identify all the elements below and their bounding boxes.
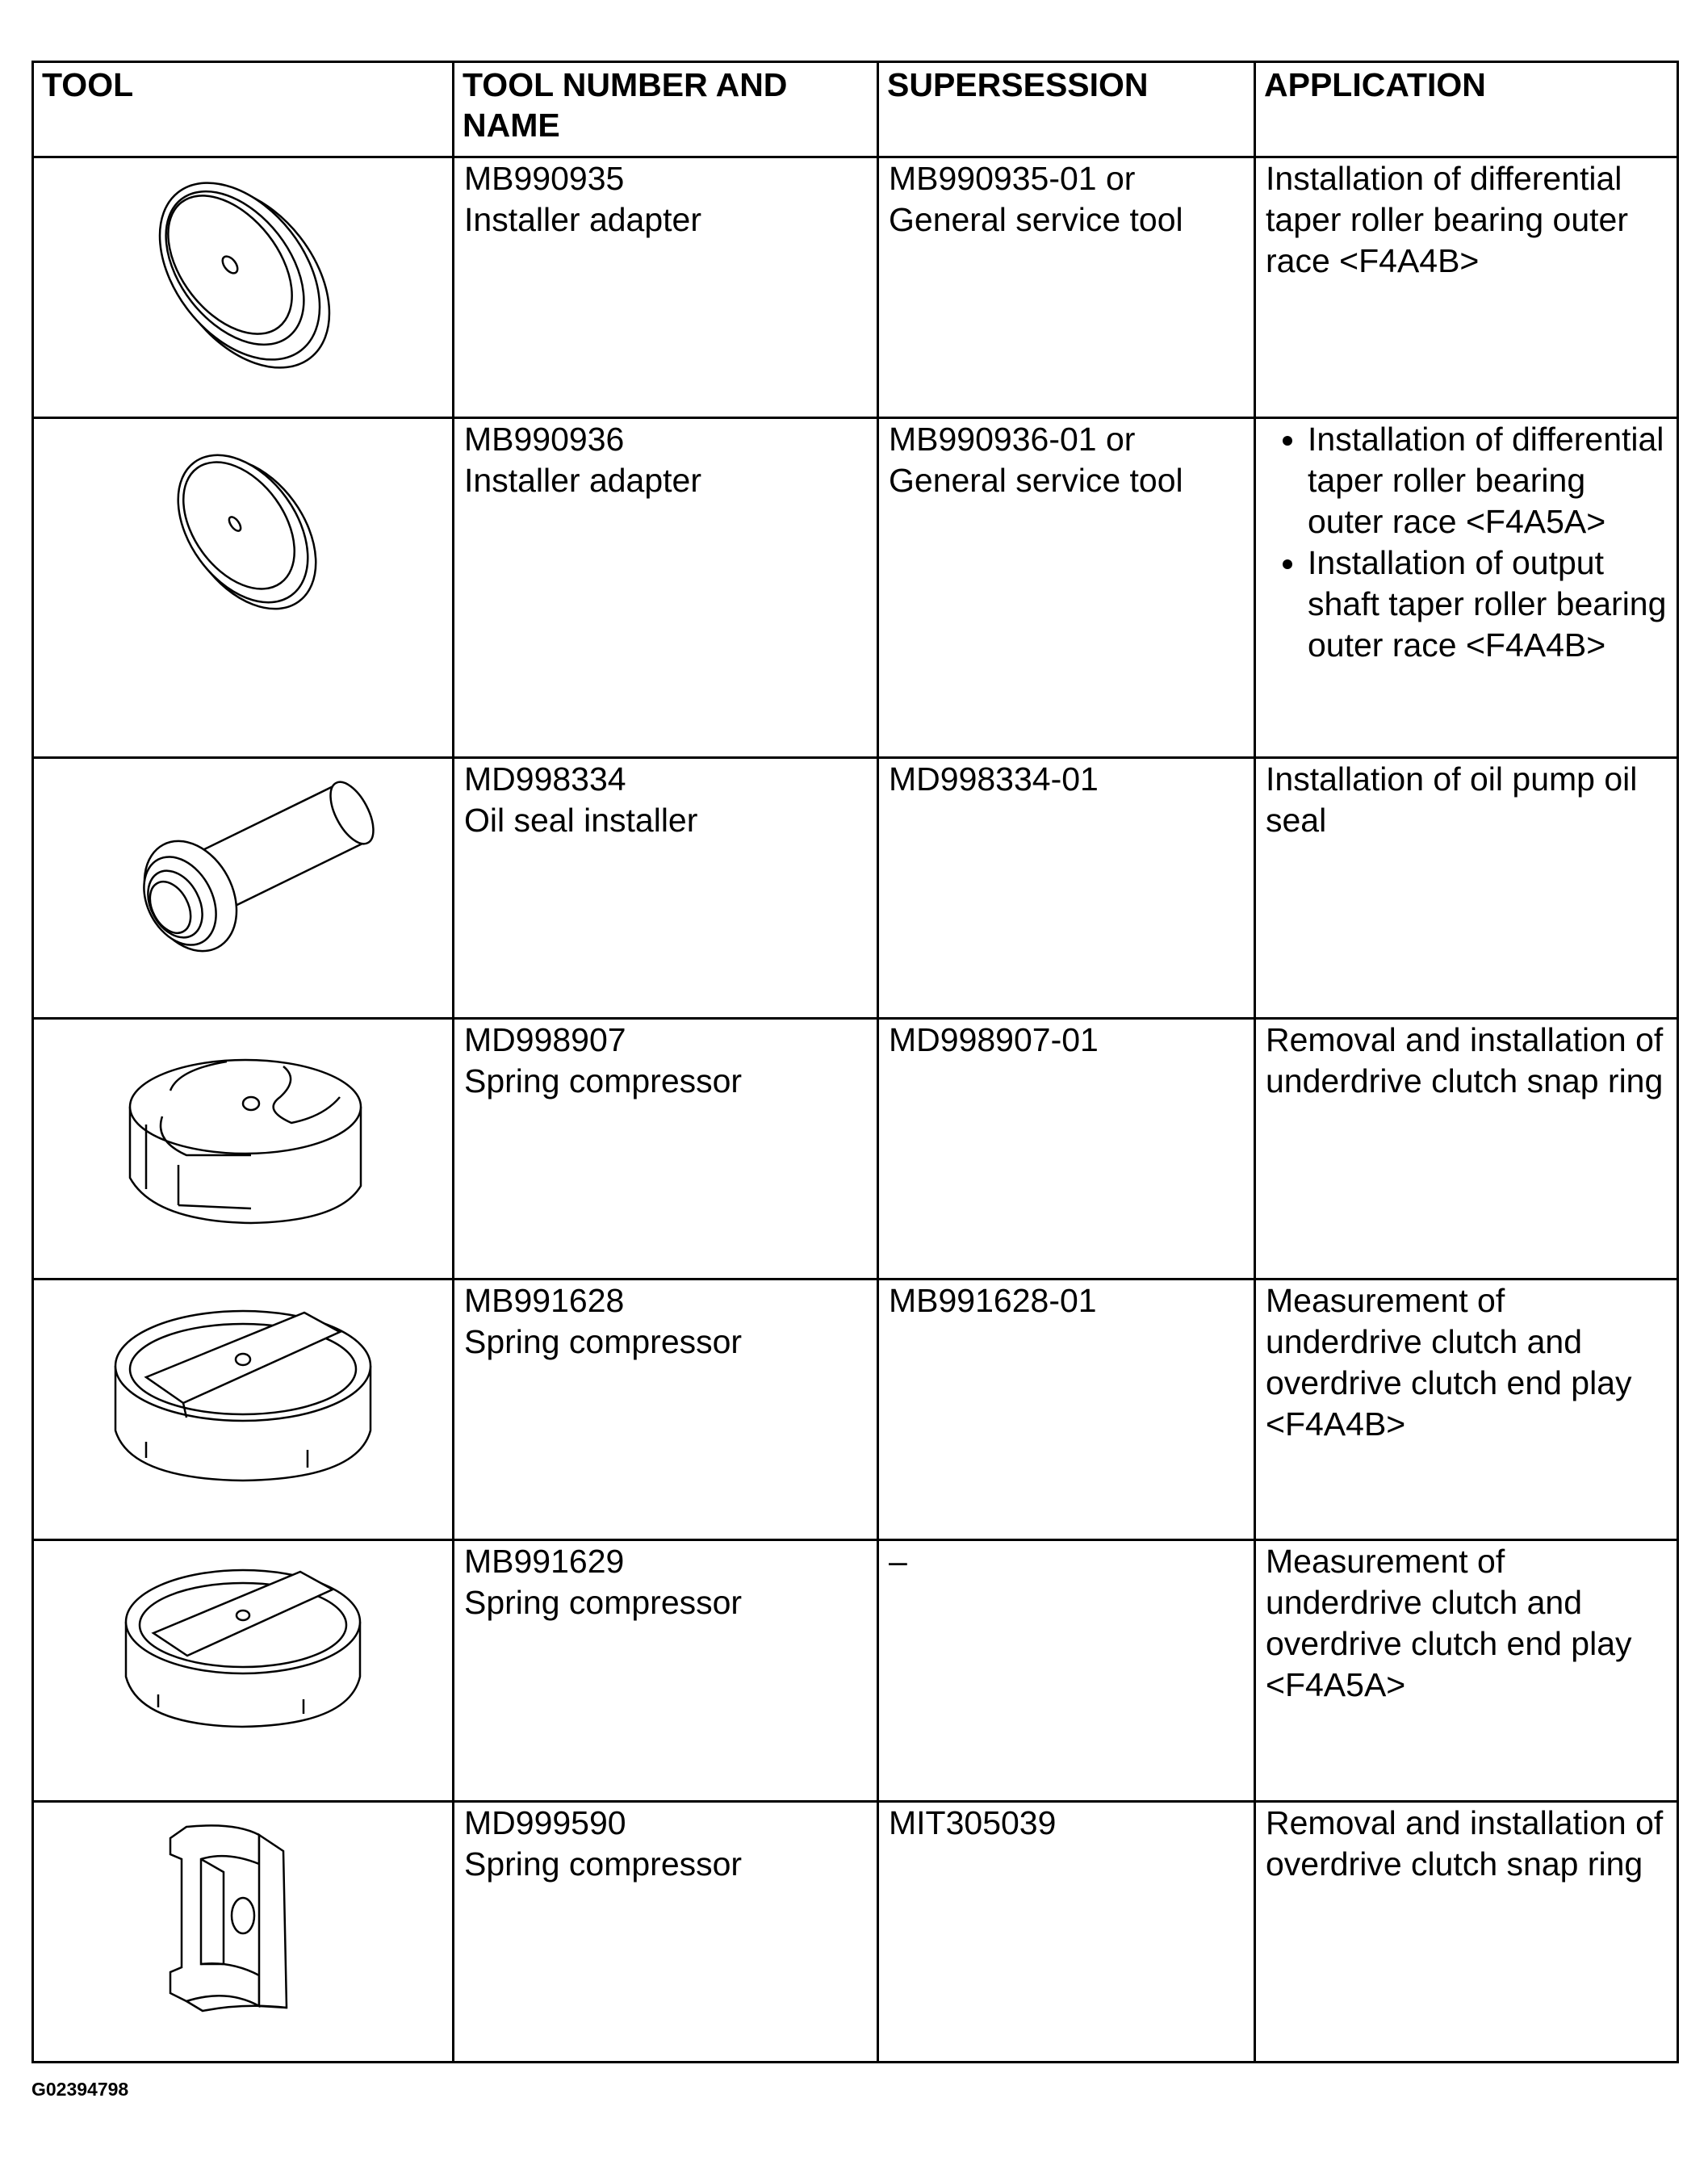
installer-adapter-large-icon — [122, 158, 364, 392]
table-row — [33, 757, 1678, 1018]
tool-number: MB990935 — [464, 160, 625, 197]
tool-number-name-cell — [454, 1801, 878, 2062]
tool-number-name-cell — [454, 757, 878, 1018]
supersession-cell — [878, 418, 1255, 757]
application-bullet: • Installation of output shaft taper roller bearing outer race <F4A4B> — [1308, 542, 1668, 666]
tool-number-name-cell — [454, 418, 878, 757]
figure-id: G02394798 — [31, 2079, 129, 2100]
tool-name: Installer adapter — [464, 462, 702, 500]
tool-number: MB990936 — [464, 421, 625, 459]
tool-number: MD998907 — [464, 1020, 626, 1058]
header-tool: TOOL — [33, 62, 454, 157]
tool-image-cell — [33, 757, 454, 1018]
application-bullet: • Installation of differential taper roller bearing outer race <F4A5A> — [1308, 419, 1668, 542]
application-cell: Removal and installation of underdrive clutch snap ring — [1255, 1018, 1678, 1279]
tool-image-cell — [33, 1018, 454, 1279]
spring-compressor-ring-large-icon — [98, 1280, 388, 1498]
tool-image-cell — [33, 418, 454, 757]
application-cell: Measurement of underdrive clutch and overdrive clutch end play <F4A5A> — [1255, 1540, 1678, 1801]
tool-number-name-cell — [454, 1280, 878, 1540]
table-row — [33, 1801, 1678, 2062]
tool-image-cell — [33, 1801, 454, 2062]
installer-adapter-small-icon — [138, 419, 348, 653]
supersession-line: MD998334-01 — [889, 760, 1099, 798]
tool-name: Spring compressor — [464, 1062, 743, 1099]
header-application: APPLICATION — [1255, 62, 1678, 157]
header-tool-number-and-name: TOOL NUMBER AND NAME — [454, 62, 878, 157]
spring-compressor-bracket-icon — [154, 1803, 332, 2037]
supersession-line: MB991628-01 — [889, 1282, 1097, 1320]
supersession-line: – — [889, 1543, 907, 1581]
supersession-line: MB990935-01 or — [889, 160, 1136, 197]
supersession-line: MD998907-01 — [889, 1020, 1099, 1058]
tool-number-name-cell — [454, 157, 878, 418]
table-row — [33, 1540, 1678, 1801]
tool-name: Spring compressor — [464, 1845, 743, 1883]
spring-compressor-ring-small-icon — [110, 1541, 376, 1751]
application-cell: Removal and installation of overdrive clutch snap ring — [1255, 1801, 1678, 2062]
tool-image-cell — [33, 1540, 454, 1801]
application-cell: Installation of differential taper roller bearing outer race <F4A4B> — [1255, 157, 1678, 418]
oil-seal-installer-icon — [98, 759, 388, 985]
table-row — [33, 157, 1678, 418]
supersession-line: General service tool — [889, 201, 1183, 238]
tool-number: MD999590 — [464, 1803, 626, 1841]
supersession-cell — [878, 1801, 1255, 2062]
tool-name: Spring compressor — [464, 1584, 743, 1622]
tool-number: MD998334 — [464, 760, 626, 798]
table-row — [33, 1018, 1678, 1279]
supersession-cell — [878, 757, 1255, 1018]
tool-number: MB991629 — [464, 1543, 625, 1581]
table-row — [33, 1280, 1678, 1540]
tool-name: Installer adapter — [464, 201, 702, 238]
header-supersession: SUPERSESSION — [878, 62, 1255, 157]
supersession-cell — [878, 1280, 1255, 1540]
supersession-line: MIT305039 — [889, 1803, 1057, 1841]
supersession-line: MB990936-01 or — [889, 421, 1136, 459]
table-row — [33, 418, 1678, 757]
application-cell: Measurement of underdrive clutch and overdrive clutch end play <F4A4B> — [1255, 1280, 1678, 1540]
supersession-line: General service tool — [889, 462, 1183, 500]
tool-name: Oil seal installer — [464, 801, 698, 839]
tool-name: Spring compressor — [464, 1323, 743, 1361]
spring-compressor-cup-icon — [98, 1020, 388, 1238]
application-bullet-list — [1266, 419, 1668, 666]
header-row — [33, 62, 1678, 157]
tool-image-cell — [33, 157, 454, 418]
supersession-cell — [878, 1540, 1255, 1801]
supersession-cell — [878, 1018, 1255, 1279]
application-cell: Installation of oil pump oil seal — [1255, 757, 1678, 1018]
tool-number-name-cell — [454, 1540, 878, 1801]
special-tools-table — [31, 61, 1679, 2063]
supersession-cell — [878, 157, 1255, 418]
tool-image-cell — [33, 1280, 454, 1540]
tool-number: MB991628 — [464, 1282, 625, 1320]
application-cell — [1255, 418, 1678, 757]
tool-number-name-cell — [454, 1018, 878, 1279]
